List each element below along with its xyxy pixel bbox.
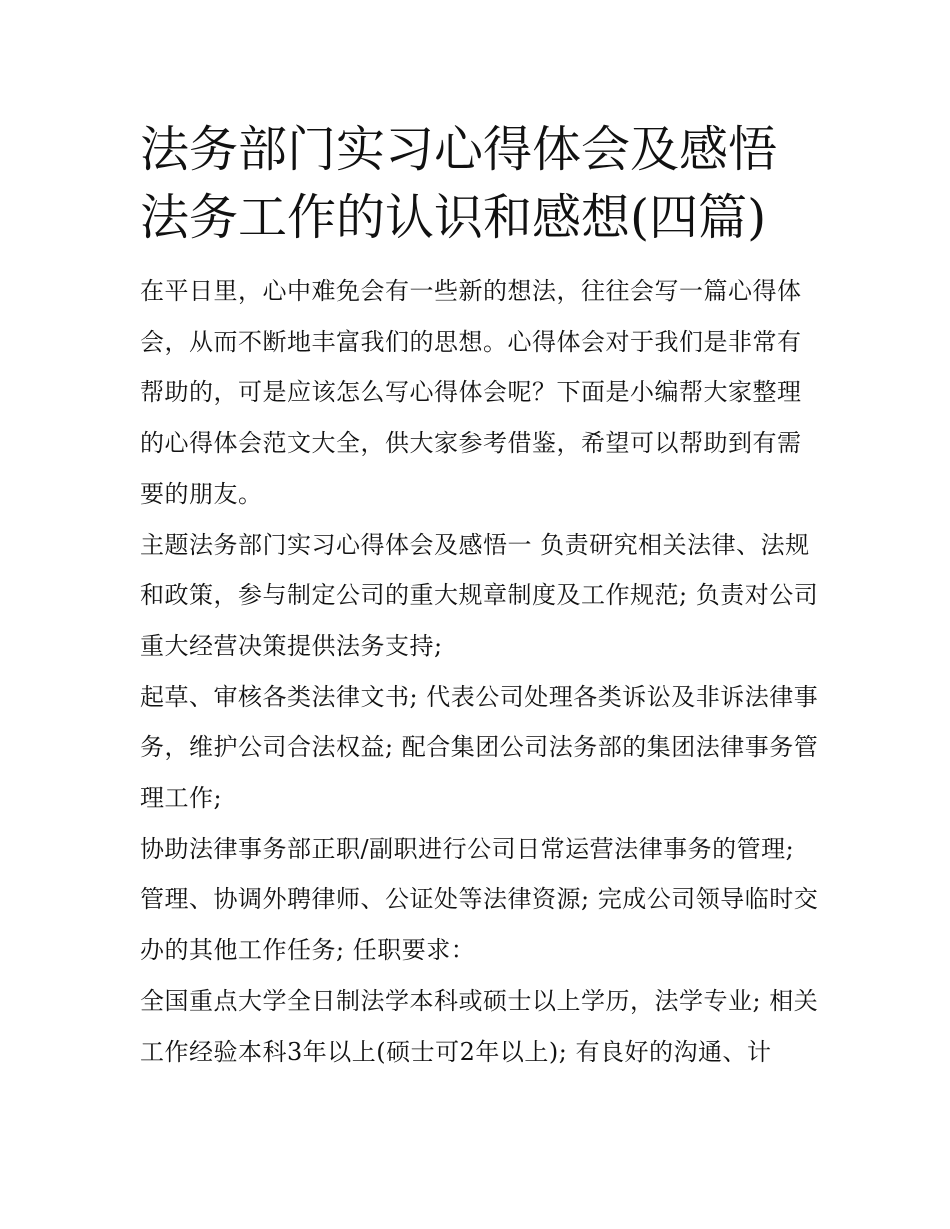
paragraph-requirements: 全国重点大学全日制法学本科或硕士以上学历，法学专业; 相关工作经验本科3年以上(硕士可2年以上); 有良好的沟通、计 [140, 986, 819, 1066]
paragraph-intro: 在平日里，心中难免会有一些新的想法，往往会写一篇心得体会，从而不断地丰富我们的思想。心得体会对于我们是非常有帮助的，可是应该怎么写心得体会呢？下面是小编帮大家整理的心得体会范文大全，供大家参考借鉴，希望可以帮助到有需要的朋友。 [140, 277, 802, 508]
paragraph-assist: 协助法律事务部正职/副职进行公司日常运营法律事务的管理; 管理、协调外聘律师、公证处等法律资源; 完成公司领导临时交办的其他工作任务; 任职要求： [140, 834, 819, 965]
paragraph-drafting: 起草、审核各类法律文书; 代表公司处理各类诉讼及非诉法律事务，维护公司合法权益; 配合集团公司法务部的集团法律事务管理工作; [140, 682, 819, 813]
document-title: 法务部门实习心得体会及感悟法务工作的认识和感想(四篇) [140, 121, 778, 246]
paragraph-duties: 主题法务部门实习心得体会及感悟一 负责研究相关法律、法规和政策，参与制定公司的重大规章制度及工作规范; 负责对公司重大经营决策提供法务支持; [140, 530, 819, 660]
document-body [140, 116, 820, 1077]
